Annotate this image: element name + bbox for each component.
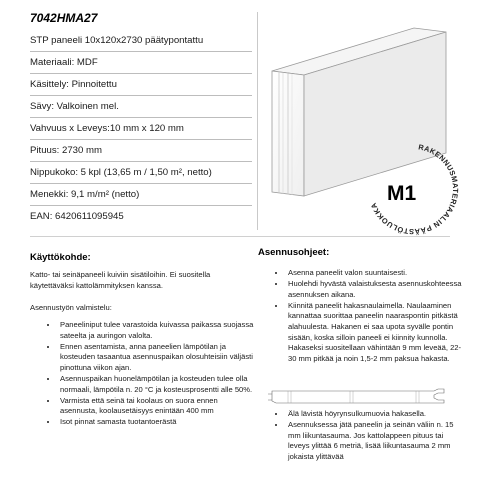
- list-item: • Asennuksessa jätä paneelin ja seinän väliin n. 15 mm liikuntasauma. Jos kattolappeen pituus tai leveys ylittää 6 metriä, lisää liikuntasauma 2 mm jokaista ylittävää: [286, 420, 464, 462]
- spec-treatment: Käsittely: Pinnoitettu: [30, 74, 252, 96]
- column-divider: [257, 12, 258, 230]
- instructions-heading: Asennusohjeet:: [258, 247, 330, 258]
- m1-emission-badge: [358, 134, 468, 244]
- spec-ean: EAN: 6420611095945: [30, 211, 124, 222]
- instructions-list-bottom: [272, 409, 464, 463]
- list-item: • Paneeliniput tulee varastoida kuivassa paikassa suojassa sateelta ja auringon valolta.: [58, 320, 254, 341]
- badge-ring-text: RAKENNUSMATERIAALIN PÄÄSTÖLUOKKA: [368, 142, 461, 237]
- spec-dimensions: Vahvuus x Leveys:10 mm x 120 mm: [30, 118, 252, 140]
- list-item: • Älä lävistä höyrynsulkumuovia hakasella.: [286, 409, 464, 420]
- list-item: • Ennen asentamista, anna paneelien lämpötilan ja kosteuden tasaantua asennuspaikan olosuhteisiin väljästi pinottuna viikon ajan.: [58, 342, 254, 374]
- instructions-list-top: [272, 268, 464, 365]
- list-item: • Isot pinnat samasta tuotantoerästä: [58, 417, 254, 428]
- spec-description: STP paneeli 10x120x2730 päätypontattu: [30, 30, 252, 52]
- badge-label: M1: [387, 182, 417, 205]
- panel-profile-drawing: [266, 384, 456, 408]
- prep-list: [44, 320, 254, 428]
- list-item: • Asennuspaikan huonelämpötilan ja kosteuden tulee olla normaali, lämpötila n. 20 °C ja kosteusprosentti alle 50%.: [58, 374, 254, 395]
- spec-bundle-size: Nippukoko: 5 kpl (13,65 m / 1,50 m², netto): [30, 162, 252, 184]
- usage-intro: Katto- tai seinäpaneeli kuiviin sisätiloihin. Ei suositella käytettäväksi kattolämmityksen kanssa.: [30, 270, 211, 290]
- spec-consumption: Menekki: 9,1 m/m² (netto): [30, 184, 252, 206]
- spec-table: [30, 30, 252, 227]
- list-item: • Asenna paneelit valon suuntaisesti.: [286, 268, 464, 279]
- section-divider: [30, 236, 450, 237]
- spec-material: Materiaali: MDF: [30, 52, 252, 74]
- spec-length: Pituus: 2730 mm: [30, 140, 252, 162]
- spec-color: Sävy: Valkoinen mel.: [30, 96, 252, 118]
- prep-heading: Asennustyön valmistelu:: [30, 303, 112, 312]
- list-item: • Huolehdi hyvästä valaistuksesta asennuskohteessa asennuksen aikana.: [286, 279, 464, 300]
- usage-heading: Käyttökohde:: [30, 252, 91, 263]
- list-item: • Kiinnitä paneelit hakasnaulaimella. Naulaaminen kannattaa suorittaa paneelin naaraspontin pitkästä alahuulesta. Hakanen ei saa upota syvälle pontin sisään, koska silloin paneeli ei kiinnity kunnolla. Hakaseksi suositellaan vähintään 9 mm leveää, 22-30 mm pitkää ja noin 1,5-2 mm paksua hakasta.: [286, 301, 464, 365]
- product-code: 7042HMA27: [30, 11, 98, 25]
- list-item: • Varmista että seinä tai koolaus on suora ennen asennusta, koolausetäisyys enintään 400 mm: [58, 396, 254, 417]
